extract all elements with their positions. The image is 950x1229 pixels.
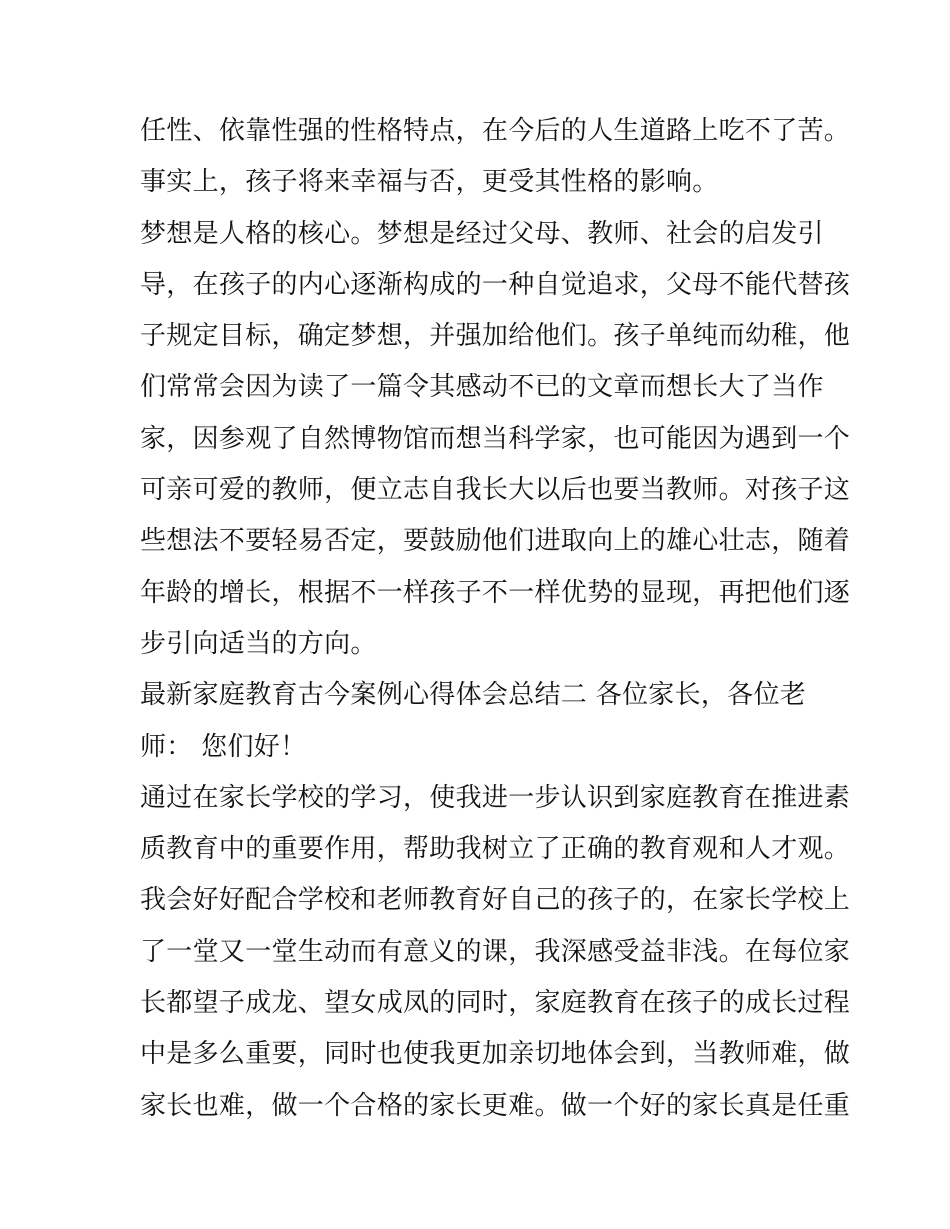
text-line: 些想法不要轻易否定，要鼓励他们进取向上的雄心壮志，随着	[140, 526, 851, 557]
text-line: 家，因参观了自然博物馆而想当科学家，也可能因为遇到一个	[140, 423, 851, 454]
text-line: 通过在家长学校的学习，使我进一步认识到家庭教育在推进素	[140, 782, 851, 813]
document-body	[140, 106, 851, 1132]
text-line: 事实上，孩子将来幸福与否，更受其性格的影响。	[140, 167, 719, 198]
text-line: 可亲可爱的教师，便立志自我长大以后也要当教师。对孩子这	[140, 475, 851, 506]
text-line: 我会好好配合学校和老师教育好自己的孩子的，在家长学校上	[140, 885, 851, 916]
section-heading-line: 最新家庭教育古今案例心得体会总结二 各位家长，各位老	[140, 680, 807, 711]
text-line: 们常常会因为读了一篇令其感动不已的文章而想长大了当作	[140, 372, 824, 403]
text-line: 质教育中的重要作用，帮助我树立了正确的教育观和人才观。	[140, 834, 851, 865]
text-line: 了一堂又一堂生动而有意义的课，我深感受益非浅。在每位家	[140, 936, 851, 967]
text-line: 家长也难，做一个合格的家长更难。做一个好的家长真是任重	[140, 1090, 851, 1121]
text-line: 梦想是人格的核心。梦想是经过父母、教师、社会的启发引	[140, 218, 824, 249]
text-line: 年龄的增长，根据不一样孩子不一样优势的显现，再把他们逐	[140, 577, 851, 608]
text-line: 导，在孩子的内心逐渐构成的一种自觉追求，父母不能代替孩	[140, 269, 851, 300]
text-line: 长都望子成龙、望女成凤的同时，家庭教育在孩子的成长过程	[140, 988, 851, 1019]
text-line: 子规定目标，确定梦想，并强加给他们。孩子单纯而幼稚，他	[140, 321, 851, 352]
text-line: 任性、依靠性强的性格特点，在今后的人生道路上吃不了苦。	[140, 116, 851, 146]
text-line: 中是多么重要，同时也使我更加亲切地体会到，当教师难，做	[140, 1039, 851, 1070]
greeting-line: 师： 您们好！	[140, 731, 307, 762]
text-line: 步引向适当的方向。	[140, 628, 377, 659]
